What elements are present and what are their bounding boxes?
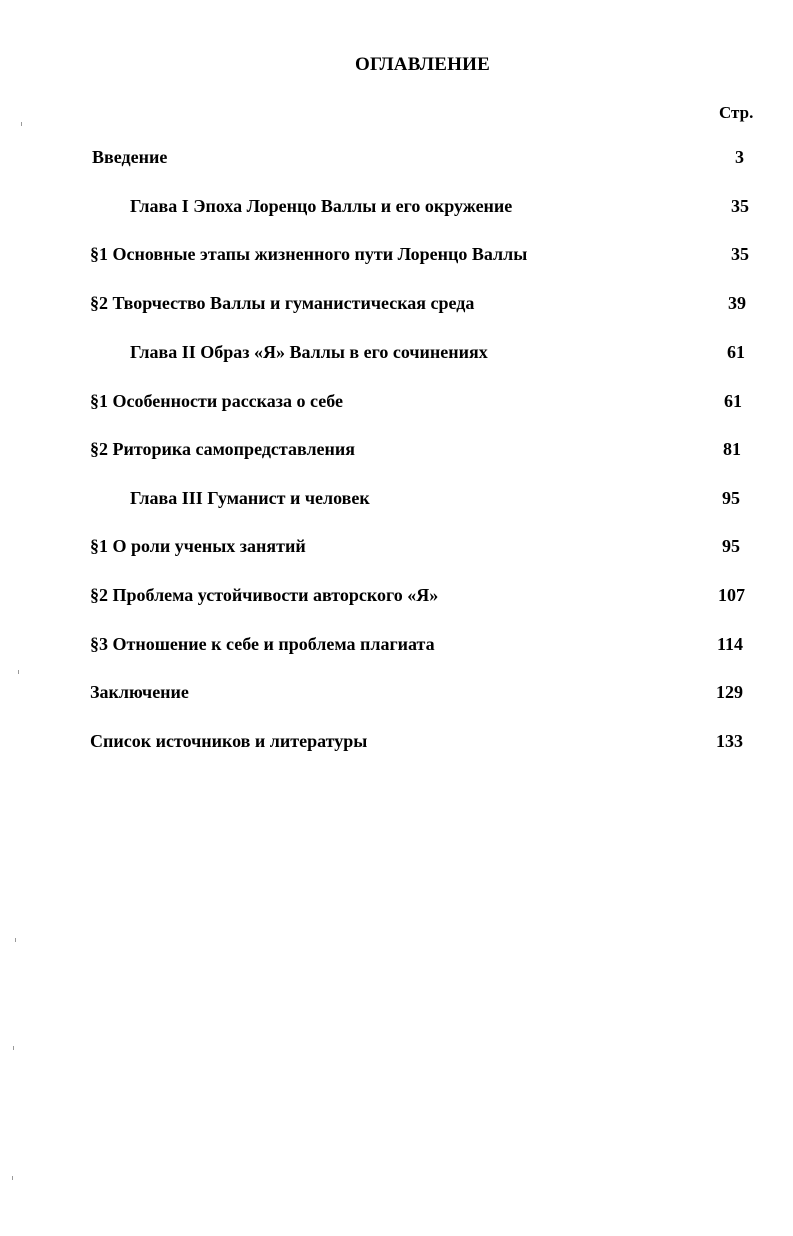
toc-entry-page: 61 <box>727 342 745 362</box>
toc-entry-section-3-1 <box>0 533 793 559</box>
page-column-label: Стр. <box>719 103 754 122</box>
toc-entry-page: 95 <box>722 536 740 556</box>
toc-entry-page: 35 <box>731 196 749 216</box>
toc-entry-title: §1 О роли ученых занятий <box>90 536 306 556</box>
toc-entry-title: Глава I Эпоха Лоренцо Валлы и его окружение <box>130 196 513 216</box>
toc-entry-section-3-3 <box>0 631 793 657</box>
toc-entry-page: 133 <box>716 731 743 751</box>
toc-entry-page: 3 <box>735 147 744 167</box>
toc-entry-section-2-2 <box>0 436 793 462</box>
toc-entry-title: §1 Особенности рассказа о себе <box>90 391 343 411</box>
scan-speck <box>18 670 19 674</box>
toc-entry-title: §2 Проблема устойчивости авторского «Я» <box>90 585 439 605</box>
toc-entry-page: 107 <box>718 585 745 605</box>
toc-entry-page: 129 <box>716 682 743 702</box>
toc-entry-chapter-2 <box>0 339 793 365</box>
toc-entry-page: 39 <box>728 293 746 313</box>
toc-entry-section-2-1 <box>0 388 793 414</box>
toc-entry-title: Глава III Гуманист и человек <box>130 488 370 508</box>
toc-entry-title: Список источников и литературы <box>90 731 368 751</box>
toc-entry-page: 35 <box>731 244 749 264</box>
toc-entry-conclusion <box>0 679 793 705</box>
toc-entry-section-1-2 <box>0 290 793 316</box>
toc-entry-title: Заключение <box>90 682 189 702</box>
toc-entry-introduction <box>0 144 793 170</box>
toc-entry-title: Введение <box>92 147 168 167</box>
toc-entry-section-1-1 <box>0 241 793 267</box>
toc-entry-bibliography <box>0 728 793 754</box>
toc-entry-page: 61 <box>724 391 742 411</box>
toc-entry-page: 81 <box>723 439 741 459</box>
toc-entry-title: §2 Творчество Валлы и гуманистическая среда <box>90 293 475 313</box>
scan-speck <box>21 122 22 126</box>
toc-entry-page: 114 <box>717 634 744 654</box>
toc-entry-title: §2 Риторика самопредставления <box>90 439 356 459</box>
toc-entry-chapter-3 <box>0 485 793 511</box>
page-title: ОГЛАВЛЕНИЕ <box>355 54 490 75</box>
toc-entry-chapter-1 <box>0 193 793 219</box>
scan-speck <box>15 938 16 942</box>
toc-entry-title: §1 Основные этапы жизненного пути Лоренцо Валлы <box>90 244 528 264</box>
scan-speck <box>12 1176 13 1180</box>
toc-entry-page: 95 <box>722 488 740 508</box>
scan-speck <box>13 1046 14 1050</box>
toc-entry-title: Глава II Образ «Я» Валлы в его сочинениях <box>130 342 488 362</box>
toc-entry-section-3-2 <box>0 582 793 608</box>
toc-entry-title: §3 Отношение к себе и проблема плагиата <box>90 634 435 654</box>
